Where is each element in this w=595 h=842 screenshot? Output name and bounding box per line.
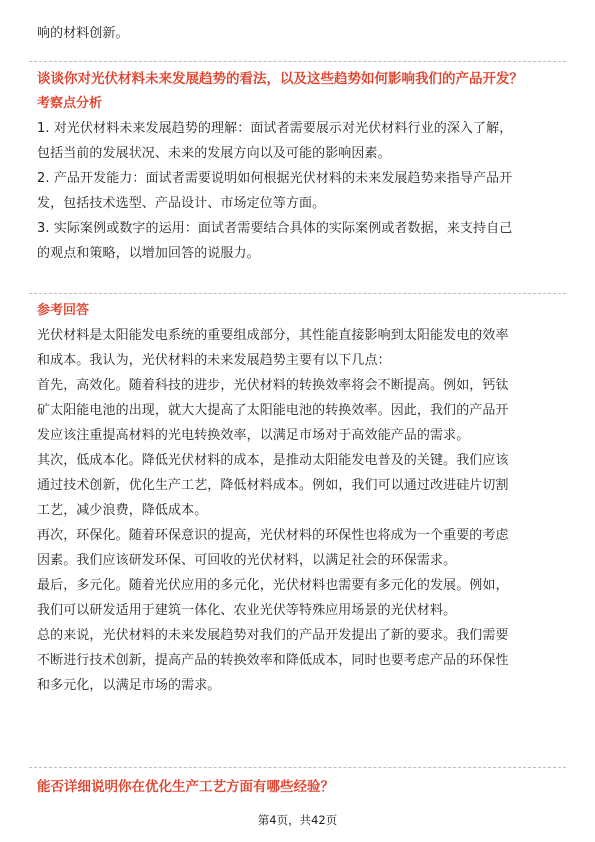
answer-line: 和成本。我认为，光伏材料的未来发展趋势主要有以下几点： bbox=[37, 353, 391, 368]
analysis-line: 发，包括技术选型、产品设计、市场定位等方面。 bbox=[37, 196, 326, 211]
answer-line: 总的来说，光伏材料的未来发展趋势对我们的产品开发提出了新的要求。我们需要 bbox=[37, 628, 509, 643]
analysis-line: 3. 实际案例或数字的运用：面试者需要结合具体的实际案例或者数据，来支持自己 bbox=[37, 221, 513, 236]
answer-line: 矿太阳能电池的出现，就大大提高了太阳能电池的转换效率。因此，我们的产品开 bbox=[37, 403, 509, 418]
analysis-line: 包括当前的发展状况、未来的发展方向以及可能的影响因素。 bbox=[37, 146, 391, 161]
question-title: 谈谈你对光伏材料未来发展趋势的看法，以及这些趋势如何影响我们的产品开发？ bbox=[37, 71, 523, 87]
next-question-section bbox=[37, 775, 558, 800]
answer-line: 因素。我们应该研发环保、可回收的光伏材料，以满足社会的环保需求。 bbox=[37, 553, 457, 568]
question-title: 能否详细说明你在优化生产工艺方面有哪些经验？ bbox=[37, 779, 334, 795]
separator bbox=[29, 61, 566, 62]
analysis-line: 1. 对光伏材料未来发展趋势的理解：面试者需要展示对光伏材料行业的深入了解， bbox=[37, 121, 513, 136]
answer-line: 首先，高效化。随着科技的进步，光伏材料的转换效率将会不断提高。例如，钙钛 bbox=[37, 378, 509, 393]
answer-line: 不断进行技术创新，提高产品的转换效率和降低成本，同时也要考虑产品的环保性 bbox=[37, 653, 509, 668]
answer-line: 发应该注重提高材料的光电转换效率，以满足市场对于高效能产品的需求。 bbox=[37, 428, 470, 443]
intro-continuation bbox=[37, 21, 558, 46]
paragraph-tail: 响的材料创新。 bbox=[37, 26, 129, 41]
answer-line: 我们可以研发适用于建筑一体化、农业光伏等特殊应用场景的光伏材料。 bbox=[37, 603, 457, 618]
analysis-line: 2. 产品开发能力：面试者需要说明如何根据光伏材料的未来发展趋势来指导产品开 bbox=[37, 171, 513, 186]
separator bbox=[29, 293, 566, 294]
answer-line: 和多元化，以满足市场的需求。 bbox=[37, 678, 221, 693]
answer-line: 工艺，减少浪费，降低成本。 bbox=[37, 503, 208, 518]
answer-line: 通过技术创新，优化生产工艺，降低材料成本。例如，我们可以通过改进硅片切割 bbox=[37, 478, 509, 493]
answer-line: 最后，多元化。随着光伏应用的多元化，光伏材料也需要有多元化的发展。例如， bbox=[37, 578, 509, 593]
answer-line: 其次，低成本化。降低光伏材料的成本，是推动太阳能发电普及的关键。我们应该 bbox=[37, 453, 509, 468]
answer-heading: 参考回答 bbox=[37, 303, 90, 318]
answer-line: 再次，环保化。随着环保意识的提高，光伏材料的环保性也将成为一个重要的考虑 bbox=[37, 528, 509, 543]
analysis-line: 的观点和策略，以增加回答的说服力。 bbox=[37, 246, 260, 261]
separator bbox=[29, 767, 566, 768]
analysis-heading: 考察点分析 bbox=[37, 96, 103, 111]
answer-line: 光伏材料是太阳能发电系统的重要组成部分，其性能直接影响到太阳能发电的效率 bbox=[37, 328, 509, 343]
page-number: 第4页，共42页 bbox=[257, 813, 338, 827]
question-section bbox=[37, 67, 558, 266]
answer-section bbox=[37, 299, 558, 698]
